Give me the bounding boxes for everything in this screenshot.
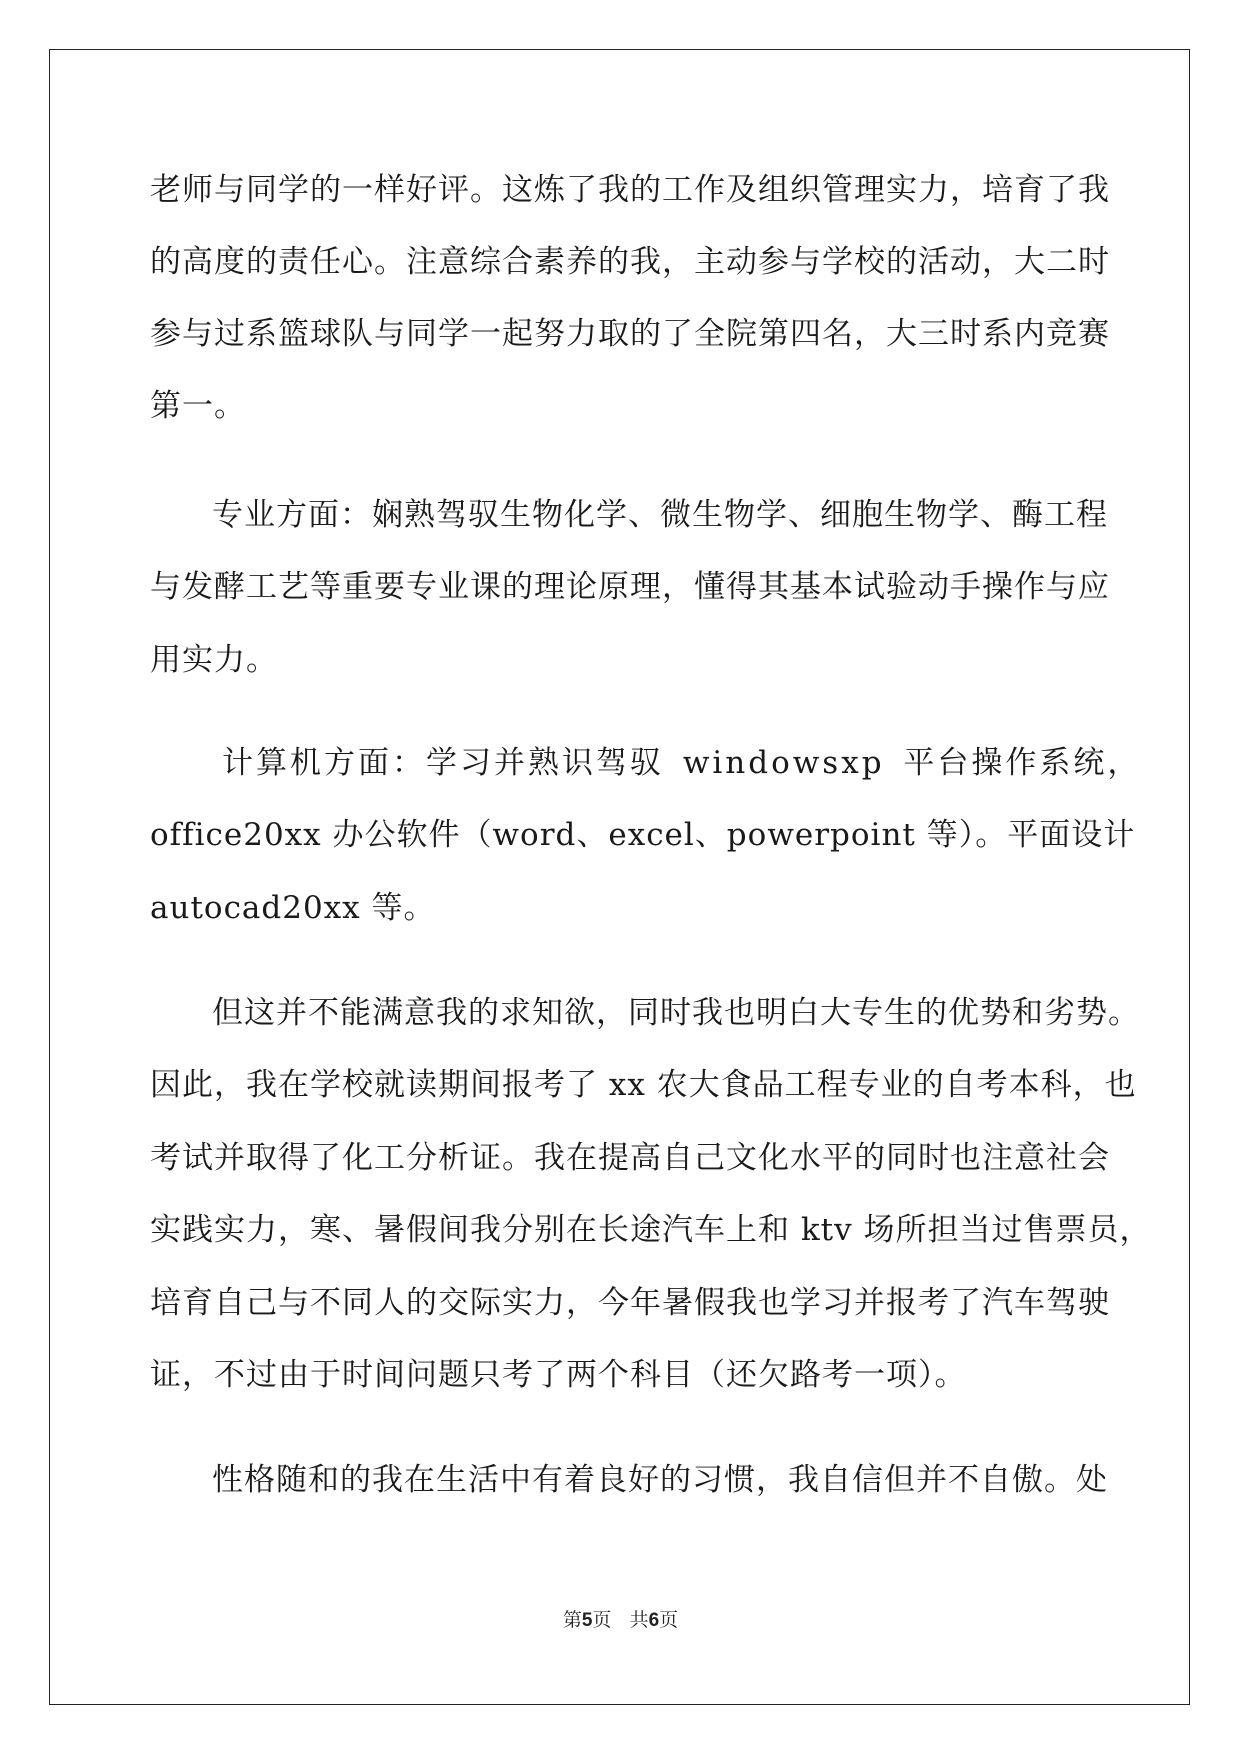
page-border	[49, 49, 1190, 1705]
total-label-prefix: 共	[629, 1609, 649, 1631]
text-line: 考试并取得了化工分析证。我在提高自己文化水平的同时也注意社会	[150, 1140, 1110, 1176]
text-line: 因此，我在学校就读期间报考了 xx 农大食品工程专业的自考本科，也	[150, 1067, 1137, 1103]
total-label-suffix: 页	[659, 1609, 679, 1631]
text-line: autocad20xx 等。	[150, 890, 436, 926]
text-line: 的高度的责任心。注意综合素养的我，主动参与学校的活动，大二时	[150, 244, 1110, 280]
text-line: 第一。	[150, 388, 246, 424]
page-label-suffix: 页	[592, 1609, 612, 1631]
text-line: 实践实力，寒、暑假间我分别在长途汽车上和 ktv 场所担当过售票员，	[150, 1212, 1152, 1248]
text-line: 专业方面：娴熟驾驭生物化学、微生物学、细胞生物学、酶工程	[212, 497, 1108, 533]
text-line: 用实力。	[150, 642, 278, 678]
total-pages: 6	[648, 1610, 660, 1631]
text-line: 证，不过由于时间问题只考了两个科目（还欠路考一项）。	[150, 1357, 967, 1393]
text-line: 参与过系篮球队与同学一起努力取的了全院第四名，大三时系内竞赛	[150, 316, 1110, 352]
text-line: 但这并不能满意我的求知欲，同时我也明白大专生的优势和劣势。	[212, 995, 1140, 1031]
text-line: 与发酵工艺等重要专业课的理论原理，懂得其基本试验动手操作与应	[150, 569, 1110, 605]
text-line: 性格随和的我在生活中有着良好的习惯，我自信但并不自傲。处	[212, 1462, 1108, 1498]
page-label-prefix: 第	[562, 1609, 582, 1631]
page-footer	[0, 1605, 1241, 1632]
text-line: 老师与同学的一样好评。这炼了我的工作及组织管理实力，培育了我	[150, 172, 1110, 208]
text-line: office20xx 办公软件（word、excel、powerpoint 等）。平面设计	[150, 817, 1136, 853]
text-line: 培育自己与不同人的交际实力，今年暑假我也学习并报考了汽车驾驶	[150, 1285, 1110, 1321]
page-number: 5	[581, 1610, 593, 1631]
text-line: 计算机方面：学习并熟识驾驭 windowsxp 平台操作系统，	[222, 745, 1142, 781]
